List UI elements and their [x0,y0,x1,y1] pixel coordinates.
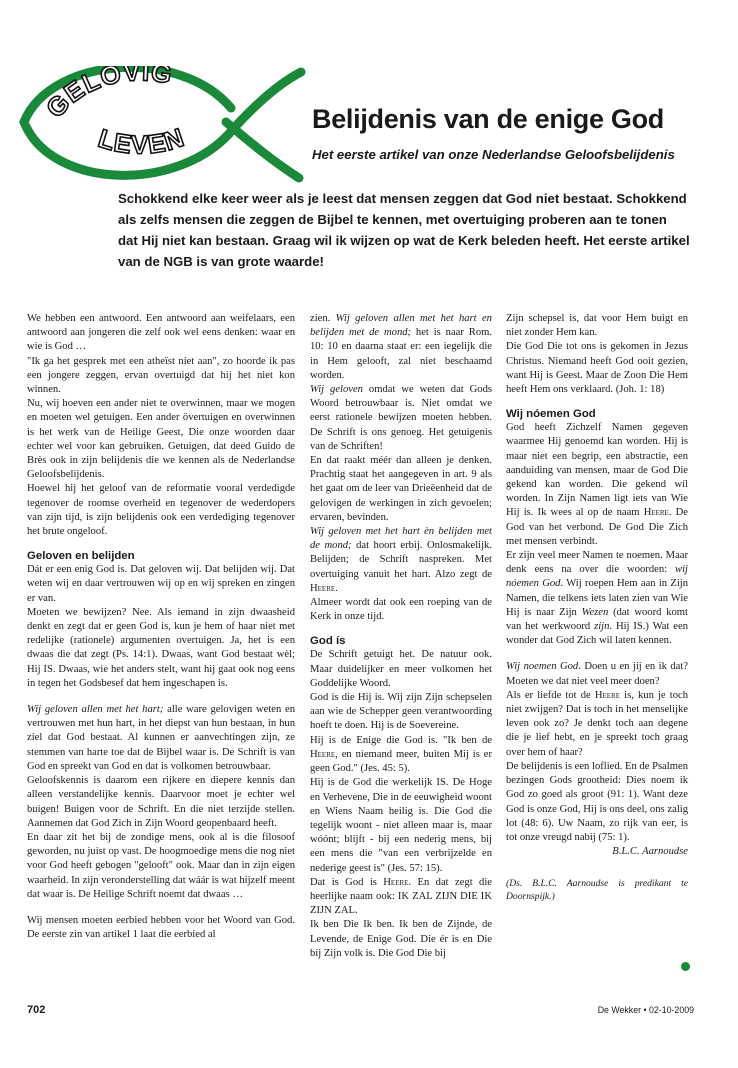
small-caps-name: Heere [383,876,409,888]
author-note: (Ds. B.L.C. Aarnoudse is predikant te Doornspijk.) [506,878,688,903]
page-number: 702 [27,1004,46,1016]
fish-icon [16,66,306,184]
column-1 [27,312,295,942]
emphasis: Wij geloven [310,384,363,396]
paragraph: En daar zit het bij de zondige mens, ook al is die filosoof geworden, nu juist op vast. De hoogmoedige mens die nog niet voor God heeft gebogen "gelooft" ook. Maar dan in zijn eigen waarheid. In zijn veronderstelling dat wáár is wat hijzelf meent dat waar is. De Heilige Schrift noemt dat dwaas … [27,831,295,900]
paragraph: Die God Die tot ons is gekomen in Jezus Christus. Niemand heeft God ooit gezien, want Hij is Geest. Maar de Zoon Die Hem heeft Hem ons verklaard. (Joh. 1: 18) [506,341,688,396]
text: . [335,582,338,594]
logo-text-gelovig: GELOVIG [39,66,175,124]
small-caps-name: Heere [310,748,336,760]
emphasis: Wezen [581,606,609,618]
paragraph [27,703,295,774]
logo-text-leven: LEVEN [94,121,189,160]
author-signature: B.L.C. Aarnoudse [612,846,688,858]
text: . En dat zegt die heerlijke naam ook: IK ZAL ZIJN DIE IK ZIJN ZAL. [310,876,492,917]
text: alle ware gelovigen weten en vertrouwen met hun hart, in het diepst van hun bestaan, in hun ziel dat God bestaat. Al kunnen er aanvechtingen zijn, ze stemmen van harte toe dat de Bijbel waar is. De Schrift is van God en spreekt van God en dat is volkomen betrouwbaar. [27,704,296,772]
paragraph [506,689,688,760]
paragraph: We hebben een antwoord. Een antwoord aan weifelaars, een antwoord aan jongeren die zelf ook wel eens denken: waar en wie is God … [27,313,295,353]
page-subtitle: Het eerste artikel van onze Nederlandse Geloofsbelijdenis [312,147,675,162]
section-heading: Geloven en belijden [27,550,135,563]
text: Dat is God is [310,876,384,888]
column-2 [310,312,492,961]
paragraph [310,876,492,919]
paragraph [506,549,688,648]
paragraph: Almeer wordt dat ook een roeping van de Kerk in onze tijd. [310,597,492,623]
text: God heeft Zichzelf Namen gegeven waarmee Hij genoemd kan worden. Hij is maar niet een begrip, een abstractie, een aanduiding van mensen, maar de God Die gekend kan worden. Die gekend wíl worden. In Zijn Namen ligt iets van Wie Hij is. Ik wees al op de naam [506,422,688,519]
paragraph [310,525,492,596]
paragraph: Dát er een enig God is. Dat geloven wij. Dat belijden wij. Dat weten wij en daar vertrouwen wij op en wij spreken en zingen er van. [27,564,295,604]
text: . Doen u en jij en ik dat? Moeten we dat niet veel meer doen? [506,661,688,687]
text: het is naar Rom. 10: 10 en daarna staat er: een iegelijk die in Hem gelooft, zal niet beschaamd worden. [310,327,492,381]
paragraph: "Ik ga het gesprek met een atheïst niet aan", zo hoorde ik pas een jongere zeggen, ervan overtuigd dat hij het niet kon winnen. [27,355,295,396]
text: . Wij roepen Hem aan in Zijn Namen, die telkens iets laten zien van Wie Hij is naar Zijn [506,578,688,618]
emphasis: wij nóemen God [506,564,688,590]
paragraph: Wij mensen moeten eerbied hebben voor het Woord van God. De eerste zin van artikel 1 laat die eerbied al [27,914,295,941]
text: omdat we weten dat Gods Woord betrouwbaar is. Niet omdat we eerst rationele bewijzen moeten hebben. De Schrift is ons genoeg. Het getuigenis van de Schriften! [310,384,492,452]
small-caps-name: Heere [310,582,336,594]
paragraph [506,660,688,688]
paragraph [310,383,492,454]
page-title: Belijdenis van de enige God [312,104,664,134]
paragraph: En dat raakt méér dan alleen je denken. Prachtig staat het aangegeven in art. 9 als het gaat om de leer van Drieëenheid dat de gelovigen de werkingen in zich gevoelen; ervaren, bevinden. [310,455,492,523]
text: . De God van het verbond. De God Die Zich met mensen verbindt. [506,507,689,547]
paragraph [506,421,688,549]
paragraph: De Schrift getuigt het. De natuur ook. Maar duidelijker en meer volkomen het Goddelijke Woord. [310,649,492,689]
text: dat hoort erbij. Onlosmakelijk. Belijden; de Schrift naspreken. Met overtuiging vanuit het hart. Alzo zegt de [310,540,492,580]
paragraph: Geloofskennis is daarom een rijkere en diepere kennis dan alleen verstandelijke kennis. Daarvoor moet je echter wel buigen! Buigen voor de Schrift. En die niet terzijde stellen. Aannemen dat God Zich in Zijn Woord geopenbaard heeft. [27,775,295,829]
paragraph: Hij is de God die werkelijk IS. De Hoge en Verhevene, Die in de eeuwigheid woont en Wiens Naam heilig is. Die God die tegelijk woont - niet alleen maar is, maar wóónt; blijft - bij een nederig mens, bij een mens die "van een verbrijzelde en nederige geest is" (Jes. 57: 15). [310,777,492,874]
paragraph [310,312,492,383]
section-heading: Wij nóemen God [506,408,596,421]
small-caps-name: Heere [594,689,621,701]
text: Als er liefde tot de [506,689,595,701]
end-mark-icon [681,962,690,971]
emphasis: Wij geloven allen met het hart en belijden met de mond; [310,313,492,339]
emphasis: zijn [594,621,610,633]
svg-text:GELOVIG [40,66,175,123]
publication-footer: De Wekker • 02-10-2009 [597,1005,694,1015]
paragraph [310,734,492,777]
intro-paragraph: Schokkend elke keer weer als je leest dat mensen zeggen dat God niet bestaat. Schokkend als zelfs mensen die zeggen de Bijbel te kennen, met overtuiging proberen aan te tonen dat Hij niet kan bestaan. Graag wil ik wijzen op wat de Kerk beleden heeft. Het eerste artikel van de NGB is van grote waarde! [118,191,690,269]
emphasis: Wij geloven met het hart èn belijden met de mond; [310,526,492,552]
emphasis: Wij noemen God [506,661,579,673]
svg-text:LEVEN [95,122,188,160]
paragraph: Ik ben Die Ik ben. Ik ben de Zijnde, de Levende, de Enige God. Die ér is en Die bíj Zijn volk is. Die God Die bij [310,919,492,959]
text: zien. [310,313,336,324]
text: (dat woord komt van het werkwoord [506,606,688,633]
text: Hij is de Enige die God is. "Ik ben de [310,734,492,746]
text: is, kun je toch niet zwijgen? Dat is toch in het menselijke leven ook zo? Je denkt toch aan degene die je lief hebt, en je spreekt toch graag over hem of haar? [506,689,688,758]
text: . Hij IS.) Wat een wonder dat God Zich wil laten kennen. [506,621,688,647]
paragraph: Hoewel hij het geloof van de reformatie vooral verdedigde tegenover de roomse overheid en tegenover de wederdopers van zijn tijd, is zijn belijdenis ook een verdediging tegenover het brute ongeloof. [27,483,295,538]
text: , en niemand meer, buiten Mij is er geen God." (Jes. 45: 5). [310,748,492,775]
small-caps-name: Heere [643,507,669,519]
paragraph: Moeten we bewijzen? Nee. Als iemand in zijn dwaasheid denkt en zegt dat er geen God is, kun je hem of haar niet met redelijke (rationele) argumenten overtuigen. Ja, het is een dwaas die dat zegt (Ps. 14:1). Dwaas, want God bestaat wèl; Hij IS. Dwaas, wie het anders stelt, want hij gaat ook nog eens in tegen het Godsbesef dat hem ingeschapen is. [27,606,295,689]
text: Er zijn veel meer Namen te noemen. Maar denk eens na over die woorden: [506,550,688,576]
gelovig-leven-logo [16,66,306,184]
section-heading: God ís [310,635,346,648]
paragraph: De belijdenis is een loflied. En de Psalmen bezingen Gods grootheid: Dies noem ik God zo goed als groot (91: 1). Want deze God is onze God, Hij is ons deel, ons zalig lot (48: 6). Uw Naam, zo rijk van eer, is tot onze vreugd nabij (75: 1). [506,760,688,843]
column-3 [506,312,688,903]
paragraph: Zijn schepsel is, dat voor Hem buigt en niet zonder Hem kan. [506,313,688,339]
paragraph: God is die Hij is. Wij zijn Zijn schepselen aan wie de Schepper geen verantwoording hoeft te doen. Hij is de Soevereine. [310,692,492,732]
emphasis: Wij geloven allen met het hart; [27,704,164,716]
paragraph: Nu, wij hoeven een ander niet te overwinnen, maar we mogen en moeten wel getuigen. Een ander övertuigen en overwinnen is het werk van de Heilige Geest, Die onze woorden daar echter wel voor kan gebruiken. Getuigen, dat deed Guido de Brès ook in zijn belijdenis die we kennen als de Nederlandse Geloofsbelijdenis. [27,398,295,481]
